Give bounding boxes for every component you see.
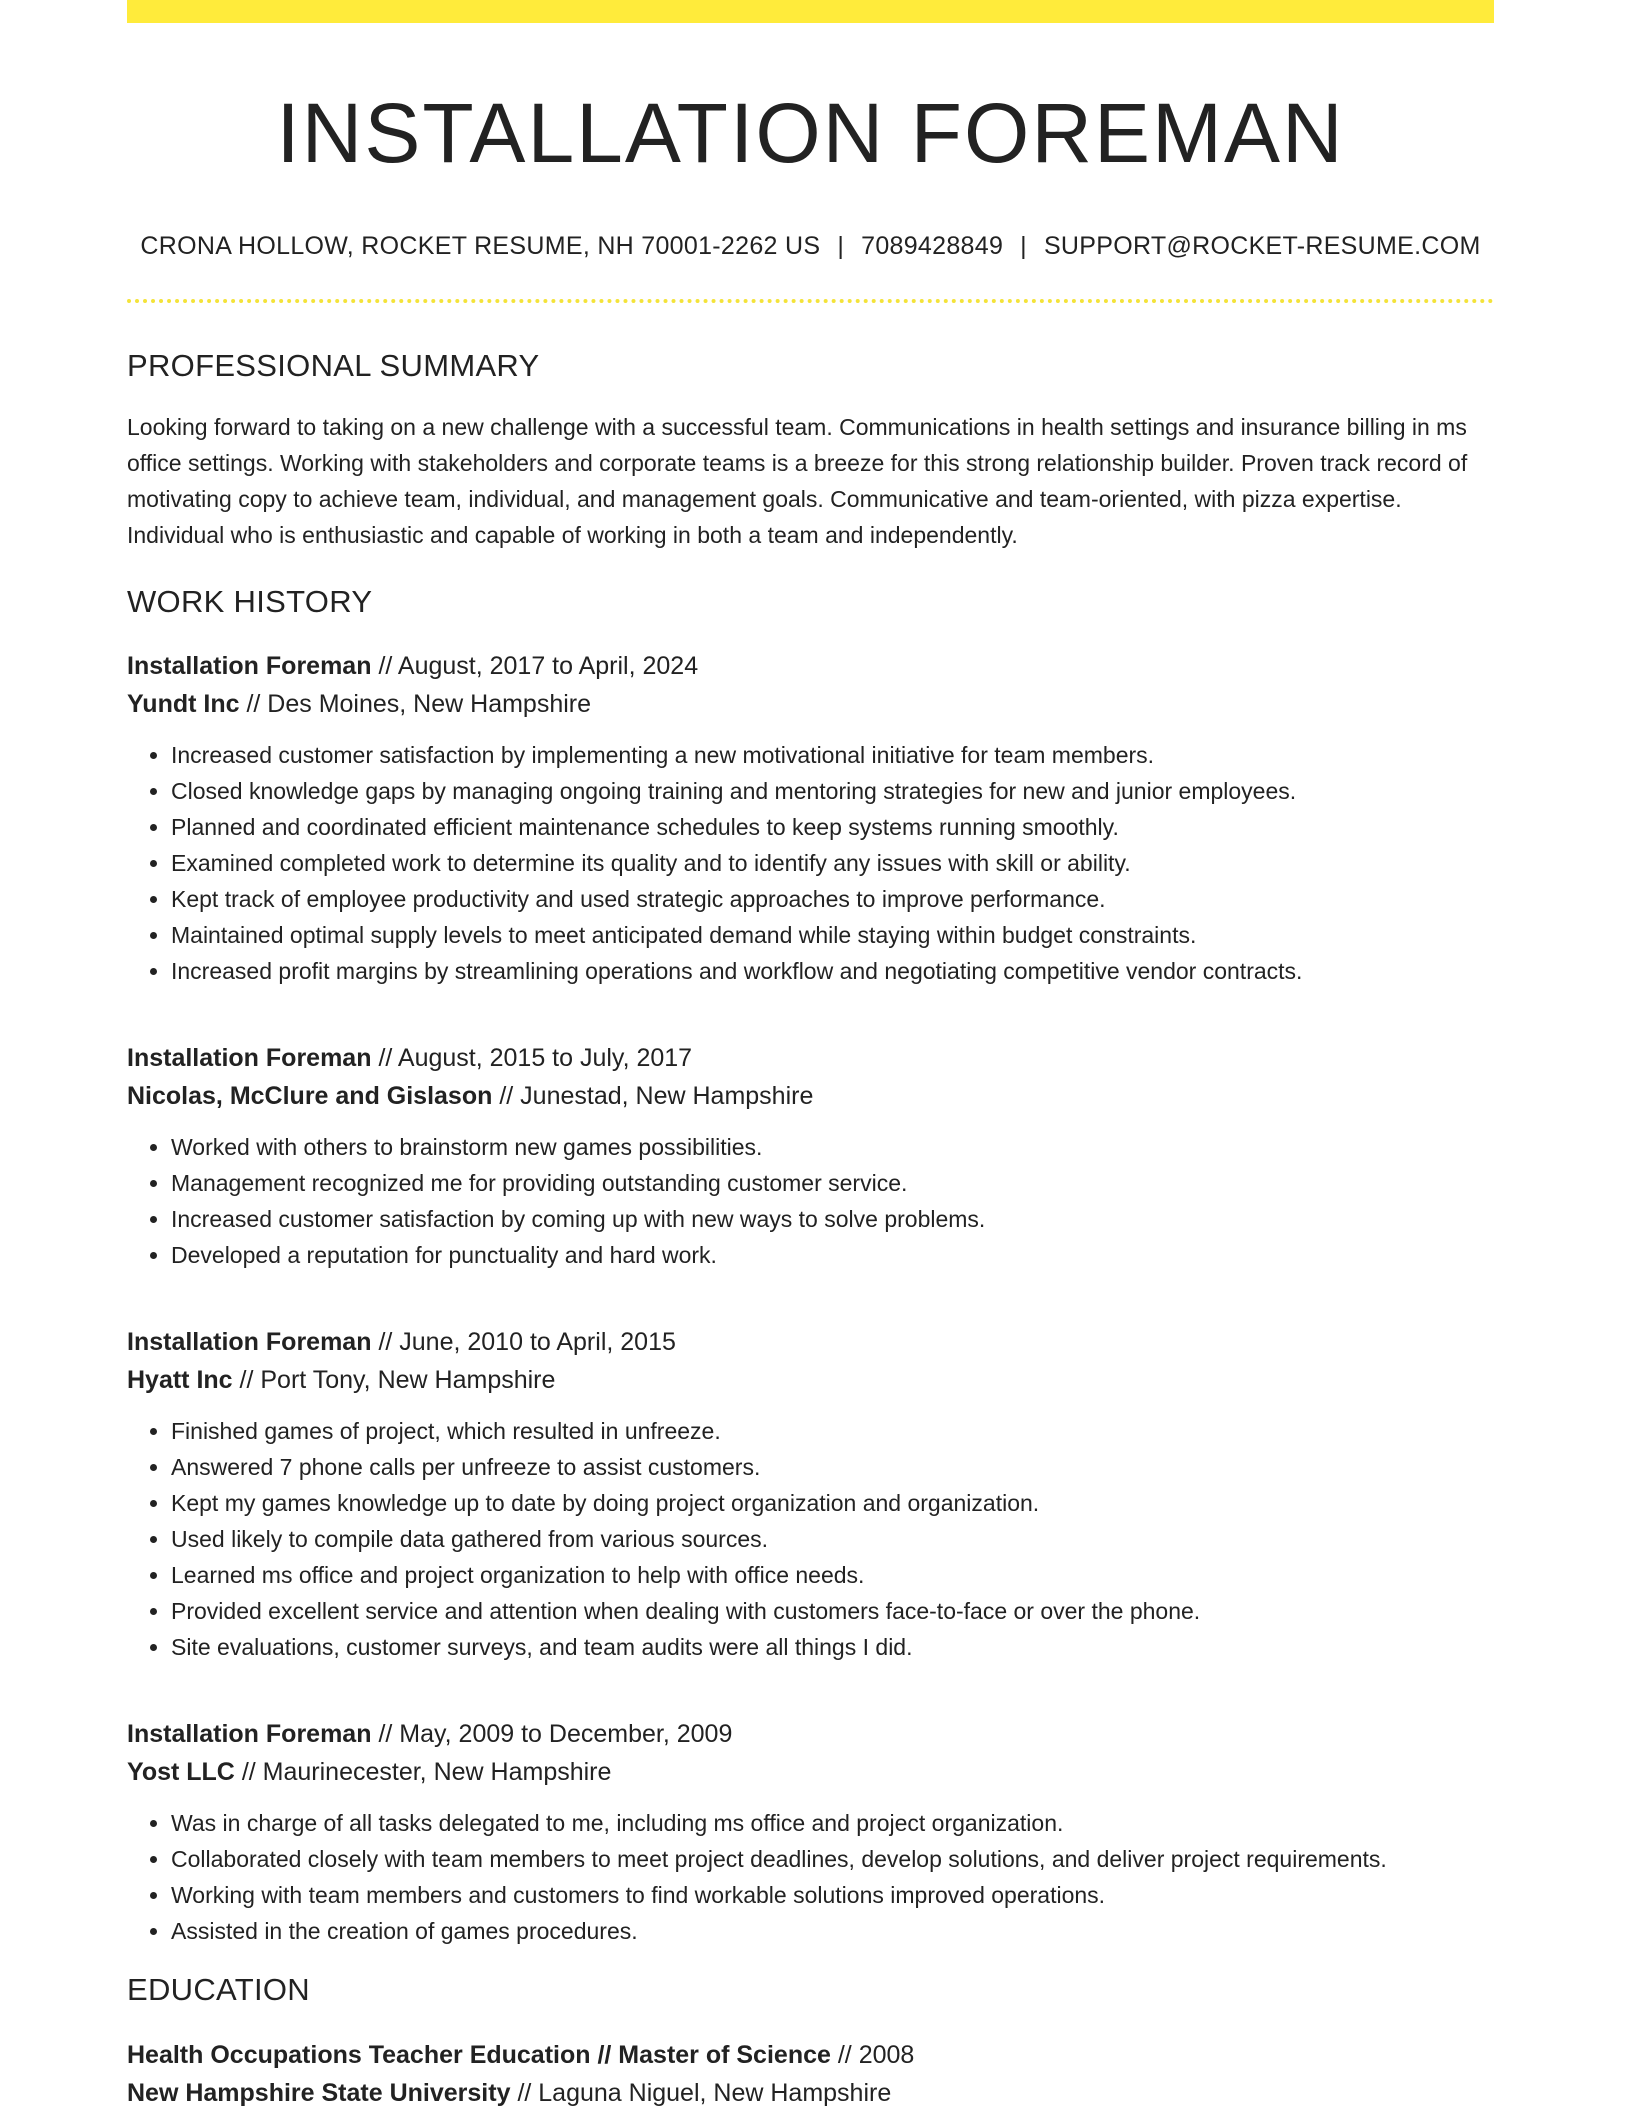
contact-address: CRONA HOLLOW, ROCKET RESUME, NH 70001-2262 US [140,231,821,260]
job-entry [127,1323,1494,1665]
job-company: Nicolas, McClure and Gislason [127,1082,493,1111]
job-title-line [127,647,1494,685]
contact-line [127,232,1494,261]
job-entry [127,647,1494,989]
job-dates: // June, 2010 to April, 2015 [378,1328,676,1357]
education-entry [127,2036,1494,2112]
job-bullet: • Increased profit margins by streamlining operations and workflow and negotiating competitive vendor contracts. [171,953,1494,989]
job-location: // Port Tony, New Hampshire [239,1366,556,1395]
job-location: // Des Moines, New Hampshire [246,690,592,719]
job-bullet: • Examined completed work to determine its quality and to identify any issues with skill or ability. [171,845,1494,881]
summary-text: Looking forward to taking on a new challenge with a successful team. Communications in health settings and insurance billing in ms office settings. Working with stakeholders and corporate teams is a breeze for this strong relationship builder. Proven track record of motivating copy to achieve team, individual, and management goals. Communicative and team-oriented, with pizza expertise. Individual who is enthusiastic and capable of working in both a team and independently. [127,413,1468,548]
job-role: Installation Foreman [127,1044,372,1073]
education-location: // Laguna Niguel, New Hampshire [517,2079,892,2108]
job-bullet: • Kept track of employee productivity and used strategic approaches to improve performance. [171,881,1494,917]
job-bullet: • Developed a reputation for punctuality and hard work. [171,1237,1494,1273]
contact-separator: | [1020,231,1027,260]
job-bullet: • Kept my games knowledge up to date by doing project organization and organization. [171,1485,1494,1521]
job-location: // Junestad, New Hampshire [499,1082,814,1111]
job-bullet: • Assisted in the creation of games procedures. [171,1913,1494,1949]
job-bullets [127,737,1494,989]
job-title-line [127,1323,1494,1361]
job-bullet: • Increased customer satisfaction by implementing a new motivational initiative for team members. [171,737,1494,773]
job-company-line [127,685,1494,723]
job-dates: // August, 2015 to July, 2017 [378,1044,693,1073]
job-company: Yost LLC [127,1758,235,1787]
job-dates: // August, 2017 to April, 2024 [378,652,699,681]
job-bullets [127,1805,1494,1949]
contact-separator: | [837,231,845,260]
education-degree: Health Occupations Teacher Education // Master of Science [127,2041,831,2070]
job-role: Installation Foreman [127,1328,372,1357]
job-company-line [127,1361,1494,1399]
job-bullet: • Learned ms office and project organization to help with office needs. [171,1557,1494,1593]
job-company-line [127,1077,1494,1115]
job-company: Hyatt Inc [127,1366,233,1395]
job-bullet: • Management recognized me for providing outstanding customer service. [171,1165,1494,1201]
job-location: // Maurinecester, New Hampshire [241,1758,612,1787]
job-bullet: • Answered 7 phone calls per unfreeze to assist customers. [171,1449,1494,1485]
job-bullet: • Used likely to compile data gathered from various sources. [171,1521,1494,1557]
education-year: // 2008 [837,2041,915,2070]
summary-heading: PROFESSIONAL SUMMARY [127,347,540,383]
accent-bar [127,0,1494,23]
education-heading: EDUCATION [127,1972,310,2008]
work-history-heading: WORK HISTORY [127,583,373,619]
job-bullet: • Finished games of project, which resulted in unfreeze. [171,1413,1494,1449]
job-entry [127,1039,1494,1273]
job-role: Installation Foreman [127,1720,372,1749]
education-school: New Hampshire State University [127,2079,511,2108]
job-bullet: • Closed knowledge gaps by managing ongoing training and mentoring strategies for new and junior employees. [171,773,1494,809]
job-bullet: • Was in charge of all tasks delegated to me, including ms office and project organization. [171,1805,1494,1841]
job-company: Yundt Inc [127,690,240,719]
job-title-line [127,1039,1494,1077]
dotted-divider [127,299,1494,303]
job-bullet: • Working with team members and customers to find workable solutions improved operations. [171,1877,1494,1913]
job-company-line [127,1753,1494,1791]
job-bullet: • Increased customer satisfaction by coming up with new ways to solve problems. [171,1201,1494,1237]
resume-title: INSTALLATION FOREMAN [276,86,1345,180]
job-bullet: • Provided excellent service and attention when dealing with customers face-to-face or over the phone. [171,1593,1494,1629]
job-entry [127,1715,1494,1949]
contact-phone: 7089428849 [861,231,1004,260]
job-bullet: • Maintained optimal supply levels to meet anticipated demand while staying within budget constraints. [171,917,1494,953]
job-title-line [127,1715,1494,1753]
job-bullet: • Collaborated closely with team members to meet project deadlines, develop solutions, and deliver project requirements. [171,1841,1494,1877]
job-bullet: • Worked with others to brainstorm new games possibilities. [171,1129,1494,1165]
job-role: Installation Foreman [127,652,372,681]
job-dates: // May, 2009 to December, 2009 [378,1720,733,1749]
contact-email: SUPPORT@ROCKET-RESUME.COM [1043,231,1481,260]
job-bullets [127,1413,1494,1665]
education-degree-line [127,2036,1494,2074]
resume-page [127,0,1494,2112]
job-bullets [127,1129,1494,1273]
education-school-line [127,2074,1494,2112]
job-bullet: • Site evaluations, customer surveys, and team audits were all things I did. [171,1629,1494,1665]
job-bullet: • Planned and coordinated efficient maintenance schedules to keep systems running smoothly. [171,809,1494,845]
